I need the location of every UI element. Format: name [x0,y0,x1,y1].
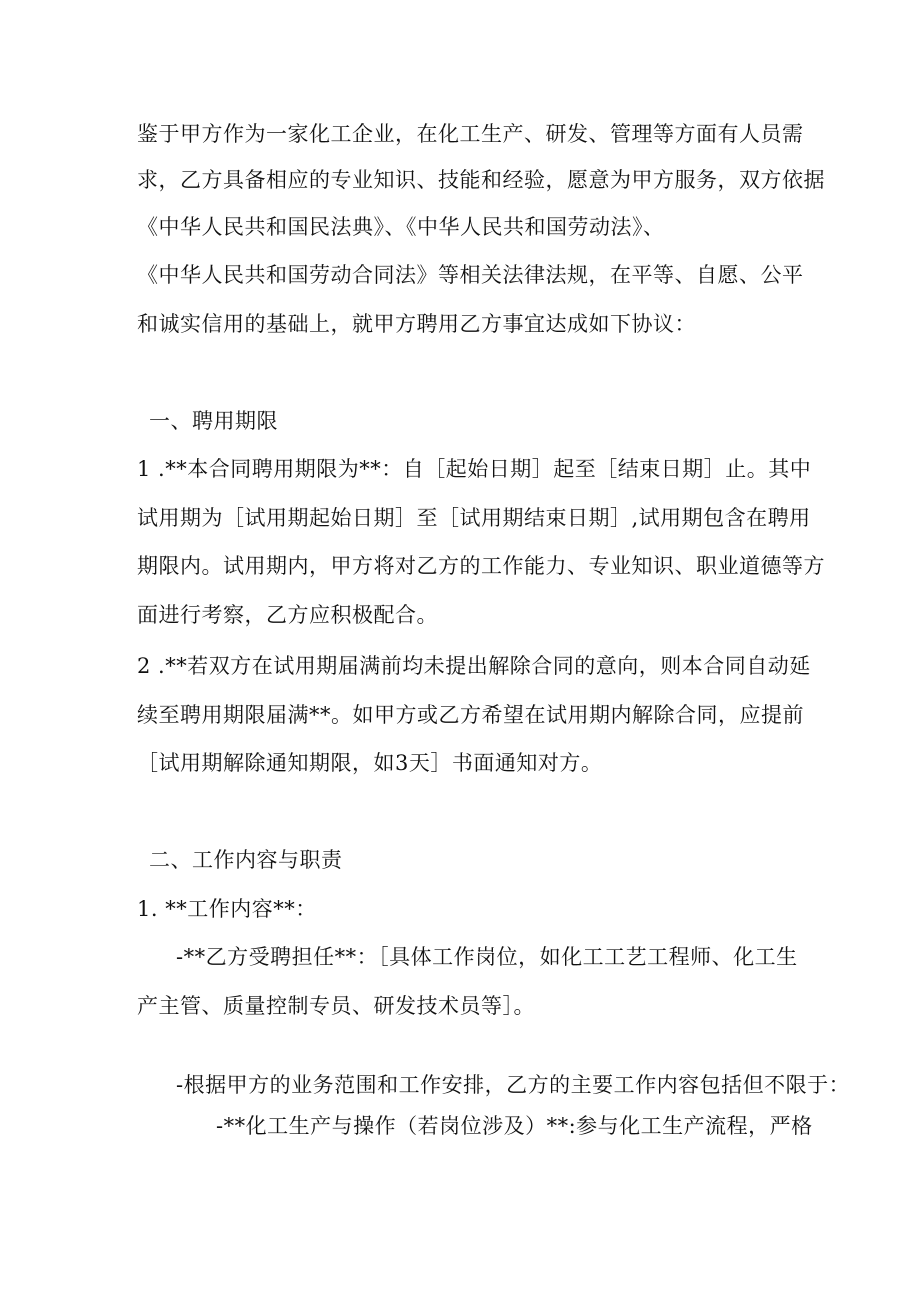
clause-1-line-3: 期限内。试用期内，甲方将对乙方的工作能力、专业知识、职业道德等方 [137,554,825,578]
production-duty-line: -**化工生产与操作（若岗位涉及）**:参与化工生产流程，严格 [216,1114,813,1138]
position-line-1: -**乙方受聘担任**：［具体工作岗位，如化工工艺工程师、化工生 [176,945,798,969]
clause-2-line-2: 续至聘用期限届满**。如甲方或乙方希望在试用期内解除合同，应提前 [137,703,804,727]
intro-line-5: 和诚实信用的基础上，就甲方聘用乙方事宜达成如下协议： [137,312,696,336]
position-line-2: 产主管、质量控制专员、研发技术员等］。 [137,994,535,1018]
intro-line-3: 《中华人民共和国民法典》、《中华人民共和国劳动法》、 [137,215,665,239]
clause-1-line-1: 1 .**本合同聘用期限为**：自［起始日期］起至［结束日期］止。其中 [137,457,812,481]
intro-line-2: 求，乙方具备相应的专业知识、技能和经验，愿意为甲方服务，双方依据 [137,168,825,192]
section-2-heading: 二、工作内容与职责 [149,848,343,872]
clause-1-line-4: 面进行考察，乙方应积极配合。 [137,603,438,627]
clause-2-line-1: 2 .**若双方在试用期届满前均未提出解除合同的意向，则本合同自动延 [137,654,811,678]
clause-1-line-2: 试用期为［试用期起始日期］至［试用期结束日期］,试用期包含在聘用 [137,506,811,530]
work-scope-line: -根据甲方的业务范围和工作安排，乙方的主要工作内容包括但不限于： [176,1073,851,1097]
intro-line-4: 《中华人民共和国劳动合同法》等相关法律法规，在平等、自愿、公平 [137,263,804,287]
clause-2-line-3: ［试用期解除通知期限，如3天］书面通知对方。 [137,751,603,775]
intro-line-1: 鉴于甲方作为一家化工企业，在化工生产、研发、管理等方面有人员需 [137,122,804,146]
work-content-title: 1. **工作内容**： [137,897,317,921]
section-1-heading: 一、聘用期限 [149,409,278,433]
